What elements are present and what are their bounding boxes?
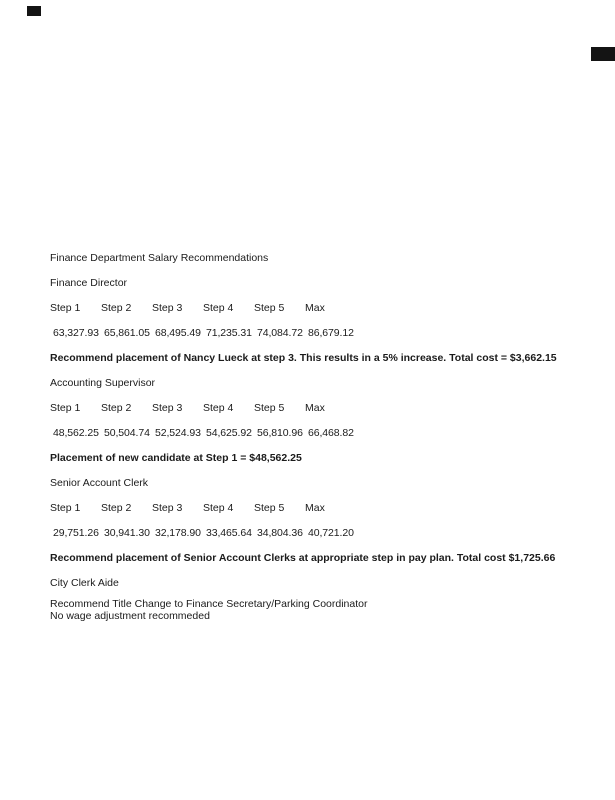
step-label: Step 1 (50, 302, 81, 314)
step-label: Step 3 (152, 402, 183, 414)
salary-value: 66,468.82 (308, 427, 354, 439)
step-label: Max (305, 502, 325, 514)
recommendation-note: Recommend placement of Senior Account Clerks at appropriate step in pay plan. Total cost $1,725.66 (50, 552, 556, 564)
salary-value: 86,679.12 (308, 327, 354, 339)
step-header-row (50, 502, 595, 515)
salary-values-row (50, 327, 595, 340)
salary-value: 40,721.20 (308, 527, 354, 539)
step-header-row (50, 302, 595, 315)
section-heading-finance-director: Finance Director (50, 277, 128, 289)
step-label: Step 2 (101, 402, 132, 414)
recommendation-note: Placement of new candidate at Step 1 = $48,562.25 (50, 452, 302, 464)
salary-value: 50,504.74 (104, 427, 150, 439)
step-label: Step 3 (152, 502, 183, 514)
recommendation-note: Recommend placement of Nancy Lueck at step 3. This results in a 5% increase. Total cost = $3,662.15 (50, 352, 557, 364)
salary-values-row (50, 527, 595, 540)
salary-value: 52,524.93 (155, 427, 201, 439)
step-label: Step 2 (101, 302, 132, 314)
salary-value: 30,941.30 (104, 527, 150, 539)
section-heading-accounting-supervisor: Accounting Supervisor (50, 377, 156, 389)
step-label: Step 5 (254, 502, 285, 514)
salary-value: 33,465.64 (206, 527, 252, 539)
step-label: Max (305, 402, 325, 414)
title-change-line: Recommend Title Change to Finance Secretary/Parking Coordinator (50, 597, 368, 610)
scan-artifact-right-edge (591, 47, 615, 61)
closing-note (50, 598, 595, 622)
section-heading-city-clerk-aide: City Clerk Aide (50, 577, 119, 589)
salary-value: 54,625.92 (206, 427, 252, 439)
no-wage-adjustment-line: No wage adjustment recommeded (50, 609, 210, 622)
salary-value: 48,562.25 (53, 427, 99, 439)
salary-value: 29,751.26 (53, 527, 99, 539)
salary-value: 34,804.36 (257, 527, 303, 539)
step-label: Step 3 (152, 302, 183, 314)
salary-value: 63,327.93 (53, 327, 99, 339)
step-header-row (50, 402, 595, 415)
salary-value: 71,235.31 (206, 327, 252, 339)
step-label: Step 5 (254, 302, 285, 314)
document-title: Finance Department Salary Recommendations (50, 252, 269, 264)
step-label: Step 4 (203, 502, 234, 514)
salary-values-row (50, 427, 595, 440)
step-label: Step 5 (254, 402, 285, 414)
step-label: Max (305, 302, 325, 314)
salary-value: 32,178.90 (155, 527, 201, 539)
salary-value: 68,495.49 (155, 327, 201, 339)
step-label: Step 4 (203, 402, 234, 414)
step-label: Step 4 (203, 302, 234, 314)
salary-value: 65,861.05 (104, 327, 150, 339)
scan-artifact-top-left (27, 6, 41, 16)
salary-value: 56,810.96 (257, 427, 303, 439)
step-label: Step 2 (101, 502, 132, 514)
step-label: Step 1 (50, 502, 81, 514)
salary-value: 74,084.72 (257, 327, 303, 339)
document-page (50, 252, 595, 622)
step-label: Step 1 (50, 402, 81, 414)
section-heading-senior-account-clerk: Senior Account Clerk (50, 477, 149, 489)
